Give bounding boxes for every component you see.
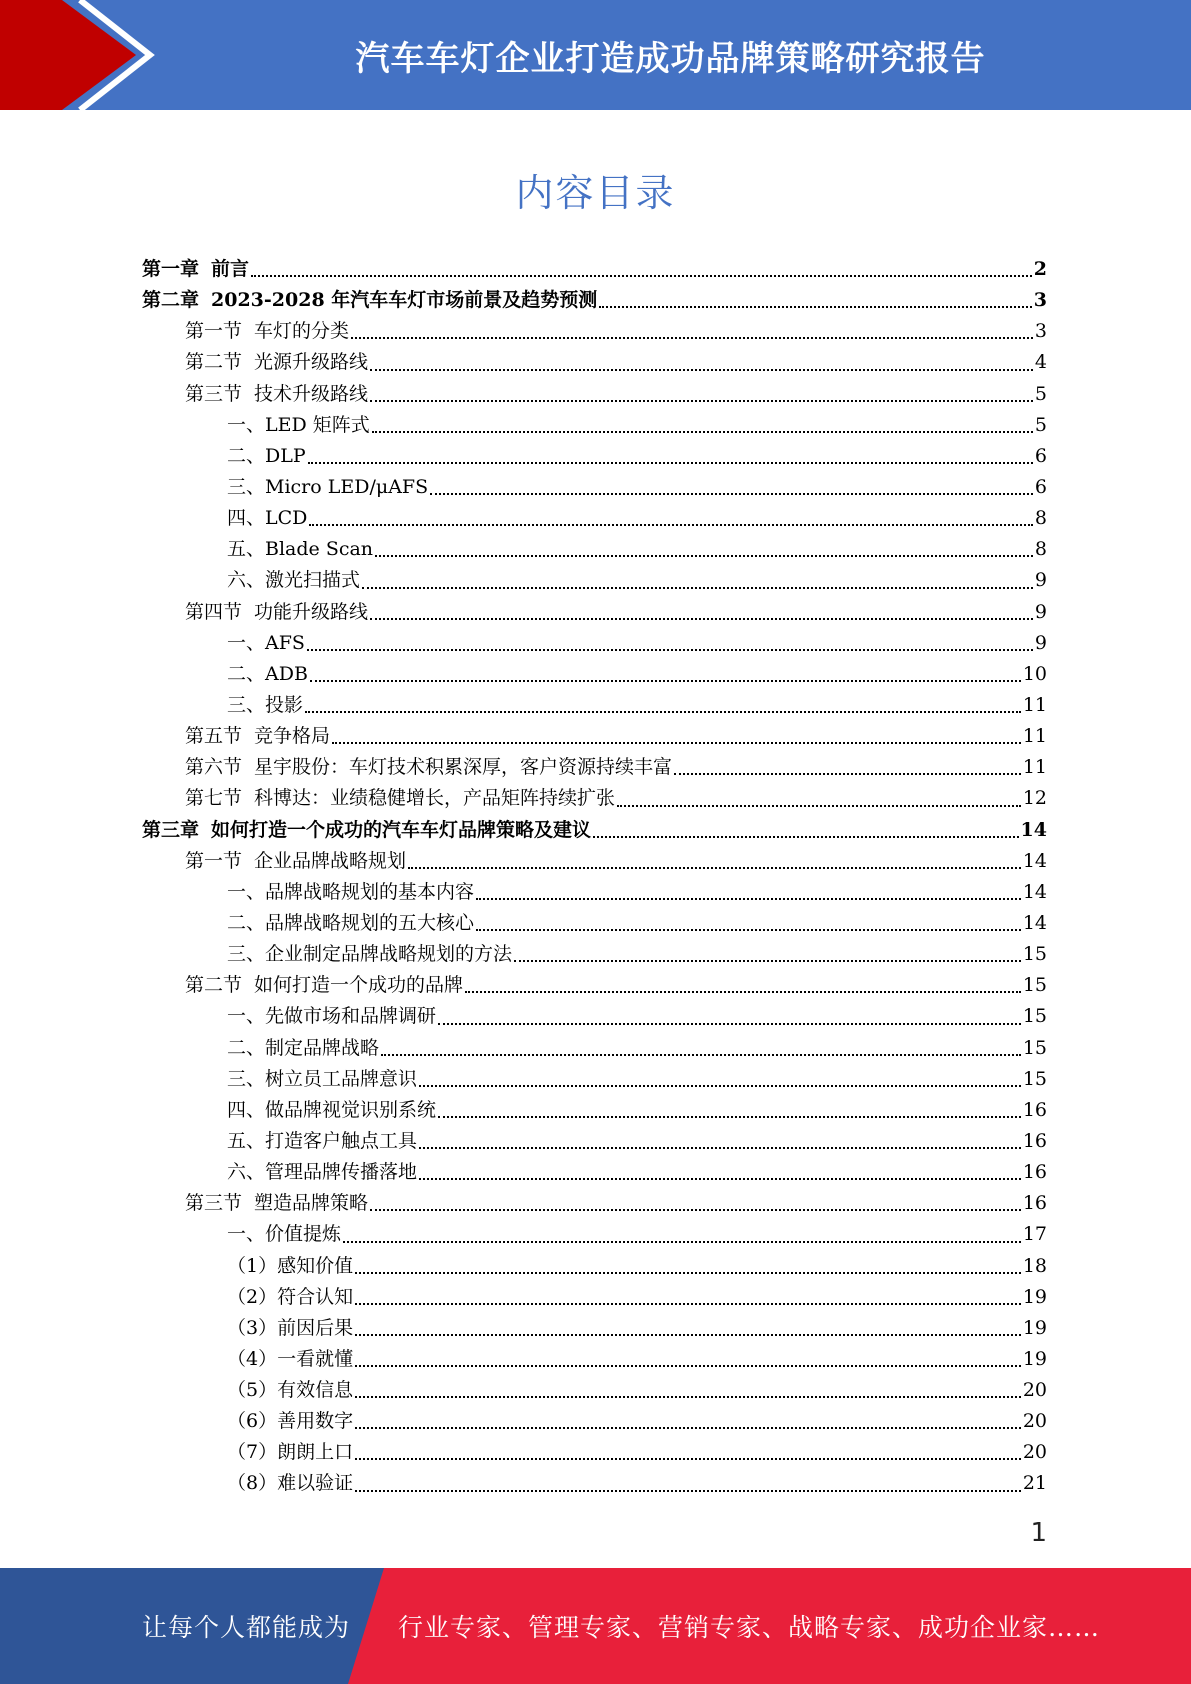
toc-leader-dots <box>370 400 1033 402</box>
toc-entry-page: 17 <box>1022 1223 1047 1246</box>
toc-leader-dots <box>362 587 1033 589</box>
toc-entry-page: 16 <box>1022 1098 1047 1121</box>
toc-entry-number: 第二节 <box>185 351 243 374</box>
toc-entry-label <box>185 721 330 752</box>
toc-entry[interactable] <box>142 908 1047 939</box>
toc-entry-number: 第三章 <box>142 818 200 841</box>
toc-entry-label <box>227 1406 353 1437</box>
toc-leader-dots <box>305 711 1021 713</box>
toc-entry-text: 技术升级路线 <box>254 382 369 405</box>
toc-entry-text: 一、AFS <box>227 631 305 654</box>
toc-entry-text: 二、制定品牌战略 <box>227 1036 380 1059</box>
toc-entry-page: 11 <box>1022 725 1047 748</box>
toc-leader-dots <box>355 1303 1021 1305</box>
toc-entry-page: 15 <box>1022 1005 1047 1028</box>
toc-leader-dots <box>332 742 1021 744</box>
toc-leader-dots <box>355 1458 1021 1460</box>
toc-entry-text: 如何打造一个成功的汽车车灯品牌策略及建议 <box>211 818 592 841</box>
toc-entry-text: 六、激光扫描式 <box>227 569 361 592</box>
toc-entry-text: 三、投影 <box>227 693 304 716</box>
toc-entry-label <box>227 877 474 908</box>
toc-entry[interactable] <box>142 347 1047 378</box>
toc-entry-number: 第一节 <box>185 320 243 343</box>
toc-entry[interactable] <box>142 1188 1047 1219</box>
toc-entry-number: 第三节 <box>185 382 243 405</box>
toc-entry[interactable] <box>142 285 1047 316</box>
toc-entry[interactable] <box>142 472 1047 503</box>
toc-leader-dots <box>465 991 1021 993</box>
toc-entry-text: 二、DLP <box>227 444 306 467</box>
toc-leader-dots <box>476 898 1021 900</box>
toc-leader-dots <box>370 618 1033 620</box>
toc-entry-page: 19 <box>1022 1285 1047 1308</box>
toc-entry-text: 一、先做市场和品牌调研 <box>227 1005 437 1028</box>
toc-entry-page: 16 <box>1022 1129 1047 1152</box>
footer-banner <box>0 1568 1191 1684</box>
toc-entry[interactable] <box>142 379 1047 410</box>
toc-leader-dots <box>355 1427 1021 1429</box>
toc-entry-number: 第四节 <box>185 600 243 623</box>
toc-leader-dots <box>419 1085 1021 1087</box>
toc-entry-label <box>185 316 349 347</box>
toc-entry-text: （4）一看就懂 <box>227 1347 354 1370</box>
table-of-contents <box>142 254 1047 1500</box>
toc-entry[interactable] <box>142 939 1047 970</box>
toc-entry-label <box>185 347 368 378</box>
toc-entry-text: 三、树立员工品牌意识 <box>227 1067 418 1090</box>
toc-entry-label <box>185 752 672 783</box>
toc-leader-dots <box>351 337 1033 339</box>
toc-entry-label <box>185 1188 368 1219</box>
toc-entry-page: 5 <box>1034 413 1047 436</box>
toc-entry[interactable] <box>142 752 1047 783</box>
toc-entry-text: 一、品牌战略规划的基本内容 <box>227 880 475 903</box>
toc-entry-page: 9 <box>1034 600 1047 623</box>
toc-entry[interactable] <box>142 534 1047 565</box>
toc-entry[interactable] <box>142 410 1047 441</box>
toc-entry-text: （1）感知价值 <box>227 1254 354 1277</box>
toc-entry-text: 竞争格局 <box>254 725 331 748</box>
toc-entry-text: 四、LCD <box>227 507 308 530</box>
toc-leader-dots <box>355 1490 1021 1492</box>
toc-entry-text: 功能升级路线 <box>254 600 369 623</box>
toc-leader-dots <box>419 1178 1021 1180</box>
toc-leader-dots <box>307 649 1033 651</box>
toc-entry-page: 18 <box>1022 1254 1047 1277</box>
toc-entry[interactable] <box>142 970 1047 1001</box>
toc-entry-text: 一、LED 矩阵式 <box>227 413 370 436</box>
toc-entry-label <box>227 472 428 503</box>
toc-entry[interactable] <box>142 1375 1047 1406</box>
toc-entry-page: 6 <box>1034 475 1047 498</box>
toc-entry-text: （5）有效信息 <box>227 1379 354 1402</box>
toc-leader-dots <box>408 867 1021 869</box>
toc-entry-page: 12 <box>1022 787 1047 810</box>
toc-entry-page: 2 <box>1033 258 1047 280</box>
toc-entry-label <box>227 1437 353 1468</box>
toc-entry-text: 五、Blade Scan <box>227 538 374 561</box>
toc-entry-page: 15 <box>1022 1036 1047 1059</box>
toc-entry[interactable] <box>142 783 1047 814</box>
toc-entry[interactable] <box>142 1468 1047 1499</box>
toc-entry-page: 14 <box>1022 849 1047 872</box>
toc-entry-number: 第一章 <box>142 258 200 280</box>
toc-entry[interactable] <box>142 1095 1047 1126</box>
footer-slogan-right: 行业专家、管理专家、营销专家、战略专家、成功企业家…… <box>398 1613 1101 1642</box>
toc-entry[interactable] <box>142 1126 1047 1157</box>
toc-entry-label <box>227 1033 379 1064</box>
toc-entry-label <box>227 628 305 659</box>
toc-leader-dots <box>355 1396 1021 1398</box>
toc-entry-label <box>227 1001 436 1032</box>
toc-entry[interactable] <box>142 690 1047 721</box>
toc-entry[interactable] <box>142 815 1047 846</box>
toc-entry-text: 四、做品牌视觉识别系统 <box>227 1098 437 1121</box>
toc-entry-page: 9 <box>1034 569 1047 592</box>
page-number: 1 <box>1030 1518 1047 1548</box>
toc-entry-label <box>227 690 303 721</box>
toc-entry-text: （7）朗朗上口 <box>227 1441 354 1464</box>
toc-leader-dots <box>674 773 1021 775</box>
toc-entry-label <box>185 846 406 877</box>
toc-leader-dots <box>355 1272 1021 1274</box>
toc-entry-number: 第七节 <box>185 787 243 810</box>
toc-entry[interactable] <box>142 1344 1047 1375</box>
toc-entry-page: 15 <box>1022 974 1047 997</box>
toc-entry-label <box>142 285 597 316</box>
toc-entry[interactable] <box>142 846 1047 877</box>
toc-entry[interactable] <box>142 1001 1047 1032</box>
toc-entry-page: 4 <box>1034 351 1047 374</box>
toc-entry-page: 14 <box>1022 911 1047 934</box>
toc-entry-label <box>227 659 308 690</box>
toc-entry-text: 车灯的分类 <box>254 320 350 343</box>
toc-leader-dots <box>372 431 1033 433</box>
toc-entry-label <box>227 410 370 441</box>
toc-entry-page: 20 <box>1022 1441 1047 1464</box>
footer-slogan-left: 让每个人都能成为 <box>142 1613 351 1642</box>
toc-entry-label <box>227 1095 436 1126</box>
toc-entry-page: 16 <box>1022 1161 1047 1184</box>
toc-entry-number: 第二节 <box>185 974 243 997</box>
toc-entry-text: 一、价值提炼 <box>227 1223 342 1246</box>
toc-entry-label <box>227 1219 341 1250</box>
toc-entry-label <box>227 534 373 565</box>
toc-leader-dots <box>593 836 1019 838</box>
header-title: 汽车车灯企业打造成功品牌策略研究报告 <box>355 38 986 79</box>
toc-entry[interactable] <box>142 316 1047 347</box>
toc-entry[interactable] <box>142 597 1047 628</box>
toc-leader-dots <box>370 1209 1021 1211</box>
toc-leader-dots <box>419 1147 1021 1149</box>
header-banner <box>0 0 1191 110</box>
toc-entry-page: 15 <box>1022 943 1047 966</box>
toc-entry[interactable] <box>142 1313 1047 1344</box>
toc-entry-label <box>227 503 307 534</box>
toc-entry-text: 星宇股份：车灯技术积累深厚，客户资源持续丰富 <box>254 756 673 779</box>
toc-entry-text: （2）符合认知 <box>227 1285 354 1308</box>
toc-entry[interactable] <box>142 565 1047 596</box>
toc-entry[interactable] <box>142 659 1047 690</box>
toc-entry[interactable] <box>142 877 1047 908</box>
toc-entry-number: 第三节 <box>185 1192 243 1215</box>
toc-entry-number: 第六节 <box>185 756 243 779</box>
toc-entry[interactable] <box>142 1406 1047 1437</box>
toc-entry-page: 14 <box>1020 818 1047 841</box>
toc-entry-page: 14 <box>1022 880 1047 903</box>
toc-entry-number: 第二章 <box>142 289 200 312</box>
toc-entry[interactable] <box>142 721 1047 752</box>
toc-entry-label <box>227 939 512 970</box>
toc-leader-dots <box>514 960 1021 962</box>
toc-entry-number: 第五节 <box>185 725 243 748</box>
toc-entry-page: 15 <box>1022 1067 1047 1090</box>
toc-entry-text: 二、ADB <box>227 662 308 685</box>
toc-entry-page: 20 <box>1022 1410 1047 1433</box>
toc-leader-dots <box>370 369 1033 371</box>
toc-leader-dots <box>599 306 1031 308</box>
toc-entry-label <box>227 1157 417 1188</box>
toc-entry-page: 11 <box>1022 756 1047 779</box>
toc-entry-number: 第一节 <box>185 849 243 872</box>
toc-entry-label <box>227 1064 417 1095</box>
toc-entry-page: 3 <box>1034 320 1047 343</box>
toc-entry-page: 8 <box>1034 538 1047 561</box>
toc-leader-dots <box>381 1054 1021 1056</box>
toc-leader-dots <box>430 493 1033 495</box>
toc-leader-dots <box>308 462 1033 464</box>
toc-entry-page: 3 <box>1033 289 1047 312</box>
toc-entry-text: 二、品牌战略规划的五大核心 <box>227 911 475 934</box>
toc-entry-label <box>227 1313 353 1344</box>
toc-entry-text: 科博达：业绩稳健增长，产品矩阵持续扩张 <box>254 787 616 810</box>
toc-entry-page: 16 <box>1022 1192 1047 1215</box>
toc-entry-text: 五、打造客户触点工具 <box>227 1129 418 1152</box>
toc-entry-label <box>185 379 368 410</box>
toc-entry-label <box>142 254 249 285</box>
toc-entry[interactable] <box>142 1282 1047 1313</box>
toc-entry-page: 9 <box>1034 631 1047 654</box>
toc-entry-page: 11 <box>1022 693 1047 716</box>
toc-entry-page: 10 <box>1022 662 1047 685</box>
toc-entry-text: 三、Micro LED/μAFS <box>227 475 429 498</box>
toc-entry[interactable] <box>142 1251 1047 1282</box>
toc-entry[interactable] <box>142 628 1047 659</box>
toc-entry-label <box>227 1282 353 1313</box>
toc-leader-dots <box>375 555 1033 557</box>
toc-entry-text: 三、企业制定品牌战略规划的方法 <box>227 943 513 966</box>
toc-entry-text: 六、管理品牌传播落地 <box>227 1161 418 1184</box>
toc-entry-label <box>227 1251 353 1282</box>
toc-entry-label <box>227 565 360 596</box>
toc-entry-label <box>227 908 474 939</box>
toc-entry[interactable] <box>142 254 1047 285</box>
toc-entry-page: 19 <box>1022 1316 1047 1339</box>
toc-leader-dots <box>617 805 1021 807</box>
toc-entry-page: 21 <box>1022 1472 1047 1495</box>
toc-entry-page: 5 <box>1034 382 1047 405</box>
toc-entry-text: （8）难以验证 <box>227 1472 354 1495</box>
toc-entry[interactable] <box>142 503 1047 534</box>
toc-entry[interactable] <box>142 441 1047 472</box>
toc-entry-text: 如何打造一个成功的品牌 <box>254 974 464 997</box>
toc-entry-label <box>185 783 615 814</box>
toc-entry[interactable] <box>142 1437 1047 1468</box>
toc-entry-label <box>142 815 591 846</box>
toc-entry[interactable] <box>142 1064 1047 1095</box>
toc-entry-page: 6 <box>1034 444 1047 467</box>
toc-leader-dots <box>355 1365 1021 1367</box>
toc-entry-text: （3）前因后果 <box>227 1316 354 1339</box>
toc-entry-text: 前言 <box>211 258 250 280</box>
toc-entry-text: （6）善用数字 <box>227 1410 354 1433</box>
toc-entry[interactable] <box>142 1219 1047 1250</box>
toc-entry-text: 企业品牌战略规划 <box>254 849 407 872</box>
toc-entry-label <box>227 1375 353 1406</box>
arrow-graphic <box>0 0 160 110</box>
toc-entry-label <box>185 970 463 1001</box>
toc-entry-page: 8 <box>1034 507 1047 530</box>
toc-leader-dots <box>438 1023 1021 1025</box>
toc-leader-dots <box>343 1241 1021 1243</box>
toc-leader-dots <box>251 275 1032 277</box>
toc-entry-text: 塑造品牌策略 <box>254 1192 369 1215</box>
toc-entry-page: 20 <box>1022 1379 1047 1402</box>
toc-leader-dots <box>438 1116 1021 1118</box>
toc-leader-dots <box>310 680 1021 682</box>
toc-leader-dots <box>476 929 1021 931</box>
toc-leader-dots <box>355 1334 1021 1336</box>
toc-entry-label <box>227 1344 353 1375</box>
toc-entry-label <box>227 1126 417 1157</box>
toc-entry-text: 光源升级路线 <box>254 351 369 374</box>
toc-entry[interactable] <box>142 1033 1047 1064</box>
toc-entry-text: 2023-2028 年汽车车灯市场前景及趋势预测 <box>211 289 598 312</box>
toc-title: 内容目录 <box>515 171 676 215</box>
toc-entry-label <box>227 441 306 472</box>
toc-entry-label <box>227 1468 353 1499</box>
toc-entry-label <box>185 597 368 628</box>
toc-entry[interactable] <box>142 1157 1047 1188</box>
toc-entry-page: 19 <box>1022 1347 1047 1370</box>
toc-leader-dots <box>309 524 1033 526</box>
